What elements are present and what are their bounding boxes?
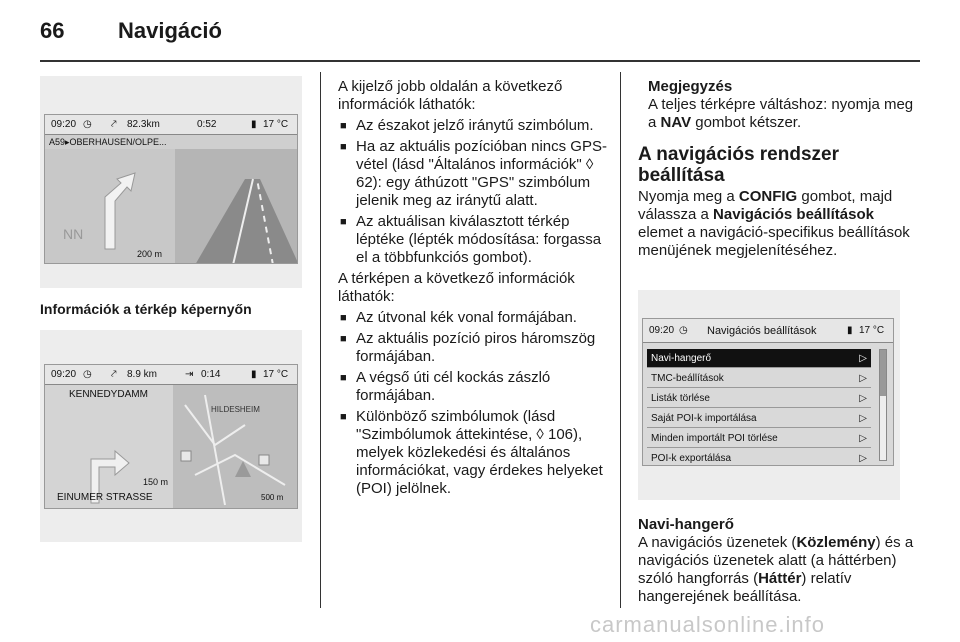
note-text: A teljes térképre váltáshoz: nyomja meg a NAV gombot kétszer. bbox=[648, 96, 914, 131]
route-icon: ⤤ bbox=[111, 369, 117, 380]
column-3 bbox=[638, 78, 920, 263]
destination-icon: ⇥ bbox=[185, 369, 194, 380]
list-item: ■ Az aktuális pozíció piros háromszög formájában. bbox=[338, 330, 610, 366]
eta: 0:14 bbox=[201, 369, 221, 380]
list-item: ■ Különböző szimbólumok (lásd "Szimbólumok áttekintése, ◊ 106), melyek közlekedési és általános információkat, vagy érdekes helyeket (POI) jelölnek. bbox=[338, 408, 610, 498]
watermark: carmanualsonline.info bbox=[590, 612, 826, 637]
figure-map-screen-1 bbox=[40, 76, 302, 288]
page-title: Navigáció bbox=[118, 18, 222, 43]
note-title: Megjegyzés bbox=[648, 78, 733, 95]
column-3-lower bbox=[638, 516, 920, 609]
clock-icon: ◷ bbox=[83, 369, 92, 380]
menu-item-delete-lists[interactable]: Listák törlése ▷ bbox=[647, 389, 871, 408]
display-screen-2 bbox=[44, 364, 298, 509]
temperature: 17 °C bbox=[263, 369, 289, 380]
route-icon: ⤤ bbox=[111, 119, 117, 130]
time: 09:20 bbox=[51, 119, 77, 130]
column-divider-2 bbox=[620, 72, 621, 608]
menu-item-tmc[interactable]: TMC-beállítások ▷ bbox=[647, 369, 871, 388]
chevron-right-icon: ▷ bbox=[859, 373, 867, 384]
guidance-graphic-1 bbox=[45, 149, 298, 264]
column-2 bbox=[338, 78, 610, 501]
clock-icon: ◷ bbox=[679, 325, 688, 336]
menu-item-delete-poi[interactable]: Minden importált POI törlése ▷ bbox=[647, 429, 871, 448]
chevron-right-icon: ▷ bbox=[859, 393, 867, 404]
list-item: ■ Az útvonal kék vonal formájában. bbox=[338, 309, 610, 327]
chevron-right-icon: ▷ bbox=[859, 413, 867, 424]
display-screen-3 bbox=[642, 318, 894, 466]
section-heading: A navigációs rendszer beállítása bbox=[638, 144, 839, 186]
paragraph-config: Nyomja meg a CONFIG gombot, majd válassza a Navigációs beállítások elemet a navigáció-specifikus beállítások menüjének megjelenítéséhez. bbox=[638, 188, 910, 259]
scrollbar-thumb[interactable] bbox=[880, 350, 886, 396]
turn-distance: 150 m bbox=[143, 477, 169, 487]
thermometer-icon: ▮ bbox=[847, 325, 853, 336]
scrollbar[interactable] bbox=[879, 349, 887, 461]
svg-text:NN: NN bbox=[63, 226, 84, 242]
list-item: ■ A végső úti cél kockás zászló formájában. bbox=[338, 369, 610, 405]
list-item: ■ Ha az aktuális pozícióban nincs GPS-vétel (lásd "Általános információk" ◊ 62): egy áthúzott "GPS" szimbólum jelenik meg az iránytű alatt. bbox=[338, 138, 610, 210]
sub-heading: Navi-hangerő bbox=[638, 516, 734, 533]
map-scale: 500 m bbox=[261, 493, 284, 502]
column-divider-1 bbox=[320, 72, 321, 608]
menu-item-export-poi[interactable]: POI-k exportálása ▷ bbox=[647, 449, 871, 466]
street-top: KENNEDYDAMM bbox=[69, 389, 148, 400]
street-bottom: EINUMER STRASSE bbox=[57, 492, 153, 503]
menu-item-import-poi[interactable]: Saját POI-k importálása ▷ bbox=[647, 409, 871, 428]
figure-map-screen-2 bbox=[40, 330, 302, 542]
scale: 200 m bbox=[137, 249, 163, 259]
clock-icon: ◷ bbox=[83, 119, 92, 130]
thermometer-icon: ▮ bbox=[251, 119, 257, 130]
page-header bbox=[40, 18, 920, 58]
thermometer-icon: ▮ bbox=[251, 369, 257, 380]
chevron-right-icon: ▷ bbox=[859, 353, 867, 364]
chevron-right-icon: ▷ bbox=[859, 453, 867, 464]
eta: 0:52 bbox=[197, 119, 217, 130]
note-box bbox=[638, 78, 920, 132]
status-bar-2 bbox=[45, 365, 297, 385]
city-label: HILDESHEIM bbox=[211, 405, 260, 414]
list-item: ■ Az aktuálisan kiválasztott térkép léptéke (lépték módosítása: forgassa el a többfunkciós gombot). bbox=[338, 213, 610, 267]
distance: 8.9 km bbox=[127, 369, 158, 380]
figure-settings-screen bbox=[638, 290, 900, 500]
intro-text-2: A térképen a következő információk láthatók: bbox=[338, 270, 575, 305]
intro-text: A kijelző jobb oldalán a következő információk láthatók: bbox=[338, 78, 563, 113]
map-graphic-2 bbox=[45, 385, 298, 509]
list-item: ■ Az északot jelző iránytű szimbólum. bbox=[338, 117, 610, 135]
time: 09:20 bbox=[649, 325, 675, 336]
figure-caption: Információk a térkép képernyőn bbox=[40, 301, 252, 317]
status-bar-1 bbox=[45, 115, 297, 135]
temperature: 17 °C bbox=[859, 325, 885, 336]
paragraph-volume: A navigációs üzenetek (Közlemény) és a navigációs üzenetek alatt (a háttérben) szóló hangforrás (Háttér) relatív hangerejének beállítása. bbox=[638, 534, 914, 605]
distance: 82.3km bbox=[127, 119, 160, 130]
menu-title: Navigációs beállítások bbox=[707, 325, 817, 337]
temperature: 17 °C bbox=[263, 119, 289, 130]
time: 09:20 bbox=[51, 369, 77, 380]
page-number: 66 bbox=[40, 18, 65, 43]
road-name: A59▸OBERHAUSEN/OLPE... bbox=[49, 137, 167, 147]
status-bar-3 bbox=[643, 319, 893, 343]
chevron-right-icon: ▷ bbox=[859, 433, 867, 444]
menu-item-navi-volume[interactable]: Navi-hangerő ▷ bbox=[647, 349, 871, 368]
header-rule bbox=[40, 60, 920, 62]
display-screen-1 bbox=[44, 114, 298, 264]
